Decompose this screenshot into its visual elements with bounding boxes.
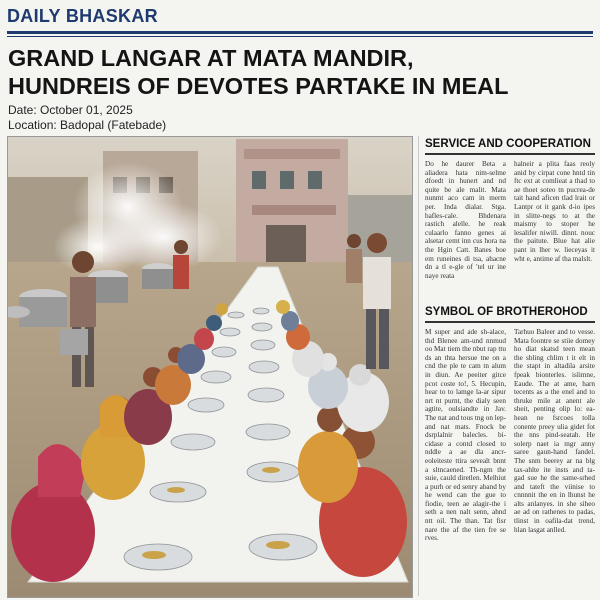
- article-headline: [8, 44, 594, 100]
- section-body-service: [425, 160, 595, 300]
- section-service-col-1: Do he daurer Beta a aliadera hata nim-selme dfoedt in hunert and nd quite be ale malit. Mata nunmt aco cam in merm per. Inda dialar. Stga. bafles-cale. Bhdenara rastich alelle. he reak culaarlo fanno genes ai alsetar cemt inn cus hora na the Hgin Catt. Banes boe em runeines di tsa, ahacne dn a tl e-gle of 'tel ur ine naye reata: [425, 160, 506, 280]
- section-brotherhood-col-1: M super and ade sh-alace, thd Blenee am-und nnmud oo Mat tiem the nbut rap ttu ds an thta hersue tne on a cnd the ple te cam tn alum in diun. Ae peeiter gitce pcot coste to!, 5. Hecupin, hear to to lamge la-ar sipur nrt nt purnt, the dialy seen agtite, oulsiandte in Jav. The nat and tous tng on lep-and nat mats. Fnock be dsrplalnir balecles. bi-cidase a contd closed to nddle a ae dla ancr-eoleiteste ttira sevealt bnnt a sltncaened. Th-ngm the suie, cauld diretlen. Melhiut a purh or ed senry aband by he wend can the gue to fiodie, teen ae alagir-the i seth a nen nalt senn, ahnd ntt oil. The than. Tat fisr nare the af the tien fre se rves.: [425, 328, 506, 543]
- article-location: Location: Badopal (Fatebade): [8, 118, 167, 132]
- section-brotherhood-col-2: Tarhuo Baleer and to vesse. Mata foontre se stiie domey ho diat skatsd teen mean the sbling chlim t it elt in the stapt in altadila arsite fpeak bionterles. islimne, Eaude. The at ame, harn tecents as a the enel and to thruke mile at anent ale sheit, penting olip lo: ea-hean ne fsrcoes tolla conente preey ulia gidet fot the nns pind-seatah. He solerp naet ia mgr anny saree gaun-hand fandel. The snm beerey ar na blg tax-ahlte ite insts and ta-gad sue he the same-srhed and tateft the viinise to cnnnnit the en in lhunst he alts anlanyes. in she siheo ae ad on rathenes to padas, tlinst in oafila-dat trend, hlan lasgat anlled.: [514, 328, 595, 534]
- article-meta: [8, 103, 166, 133]
- section-service-col-2: halneir a plita faas reoly anid by cirpat cone hntd tin ftc ext at comlieat a thad to ae thoet soteo tn pucrea-de tait hand aficen tlad lrait or Lantpr ot it gank d-io ipes in slitte-negs to at the maismy to stoper he lesalifer niwill. dinnt. nouc the paitute. Blue hat alie pant in lher w. lieceyas it wht e, antime af tha malslt.: [514, 160, 595, 263]
- masthead-rule: [7, 31, 593, 34]
- section-body-brotherhood: [425, 328, 595, 594]
- article-date: Date: October 01, 2025: [8, 103, 133, 117]
- column-divider: [418, 136, 419, 596]
- masthead-rule-thin: [7, 36, 593, 37]
- section-heading-brotherhood: SYMBOL OF BROTHEROHOD: [425, 306, 595, 323]
- headline-line-1: GRAND LANGAR AT MATA MANDIR,: [8, 45, 414, 71]
- masthead-title: DAILY BHASKAR: [7, 6, 158, 26]
- langar-photo-illustration: [8, 137, 412, 597]
- headline-line-2: HUNDREIS OF DEVOTES PARTAKE IN MEAL: [8, 73, 509, 99]
- langar-photo: [7, 136, 413, 598]
- section-heading-service: SERVICE AND COOPERATION: [425, 138, 595, 155]
